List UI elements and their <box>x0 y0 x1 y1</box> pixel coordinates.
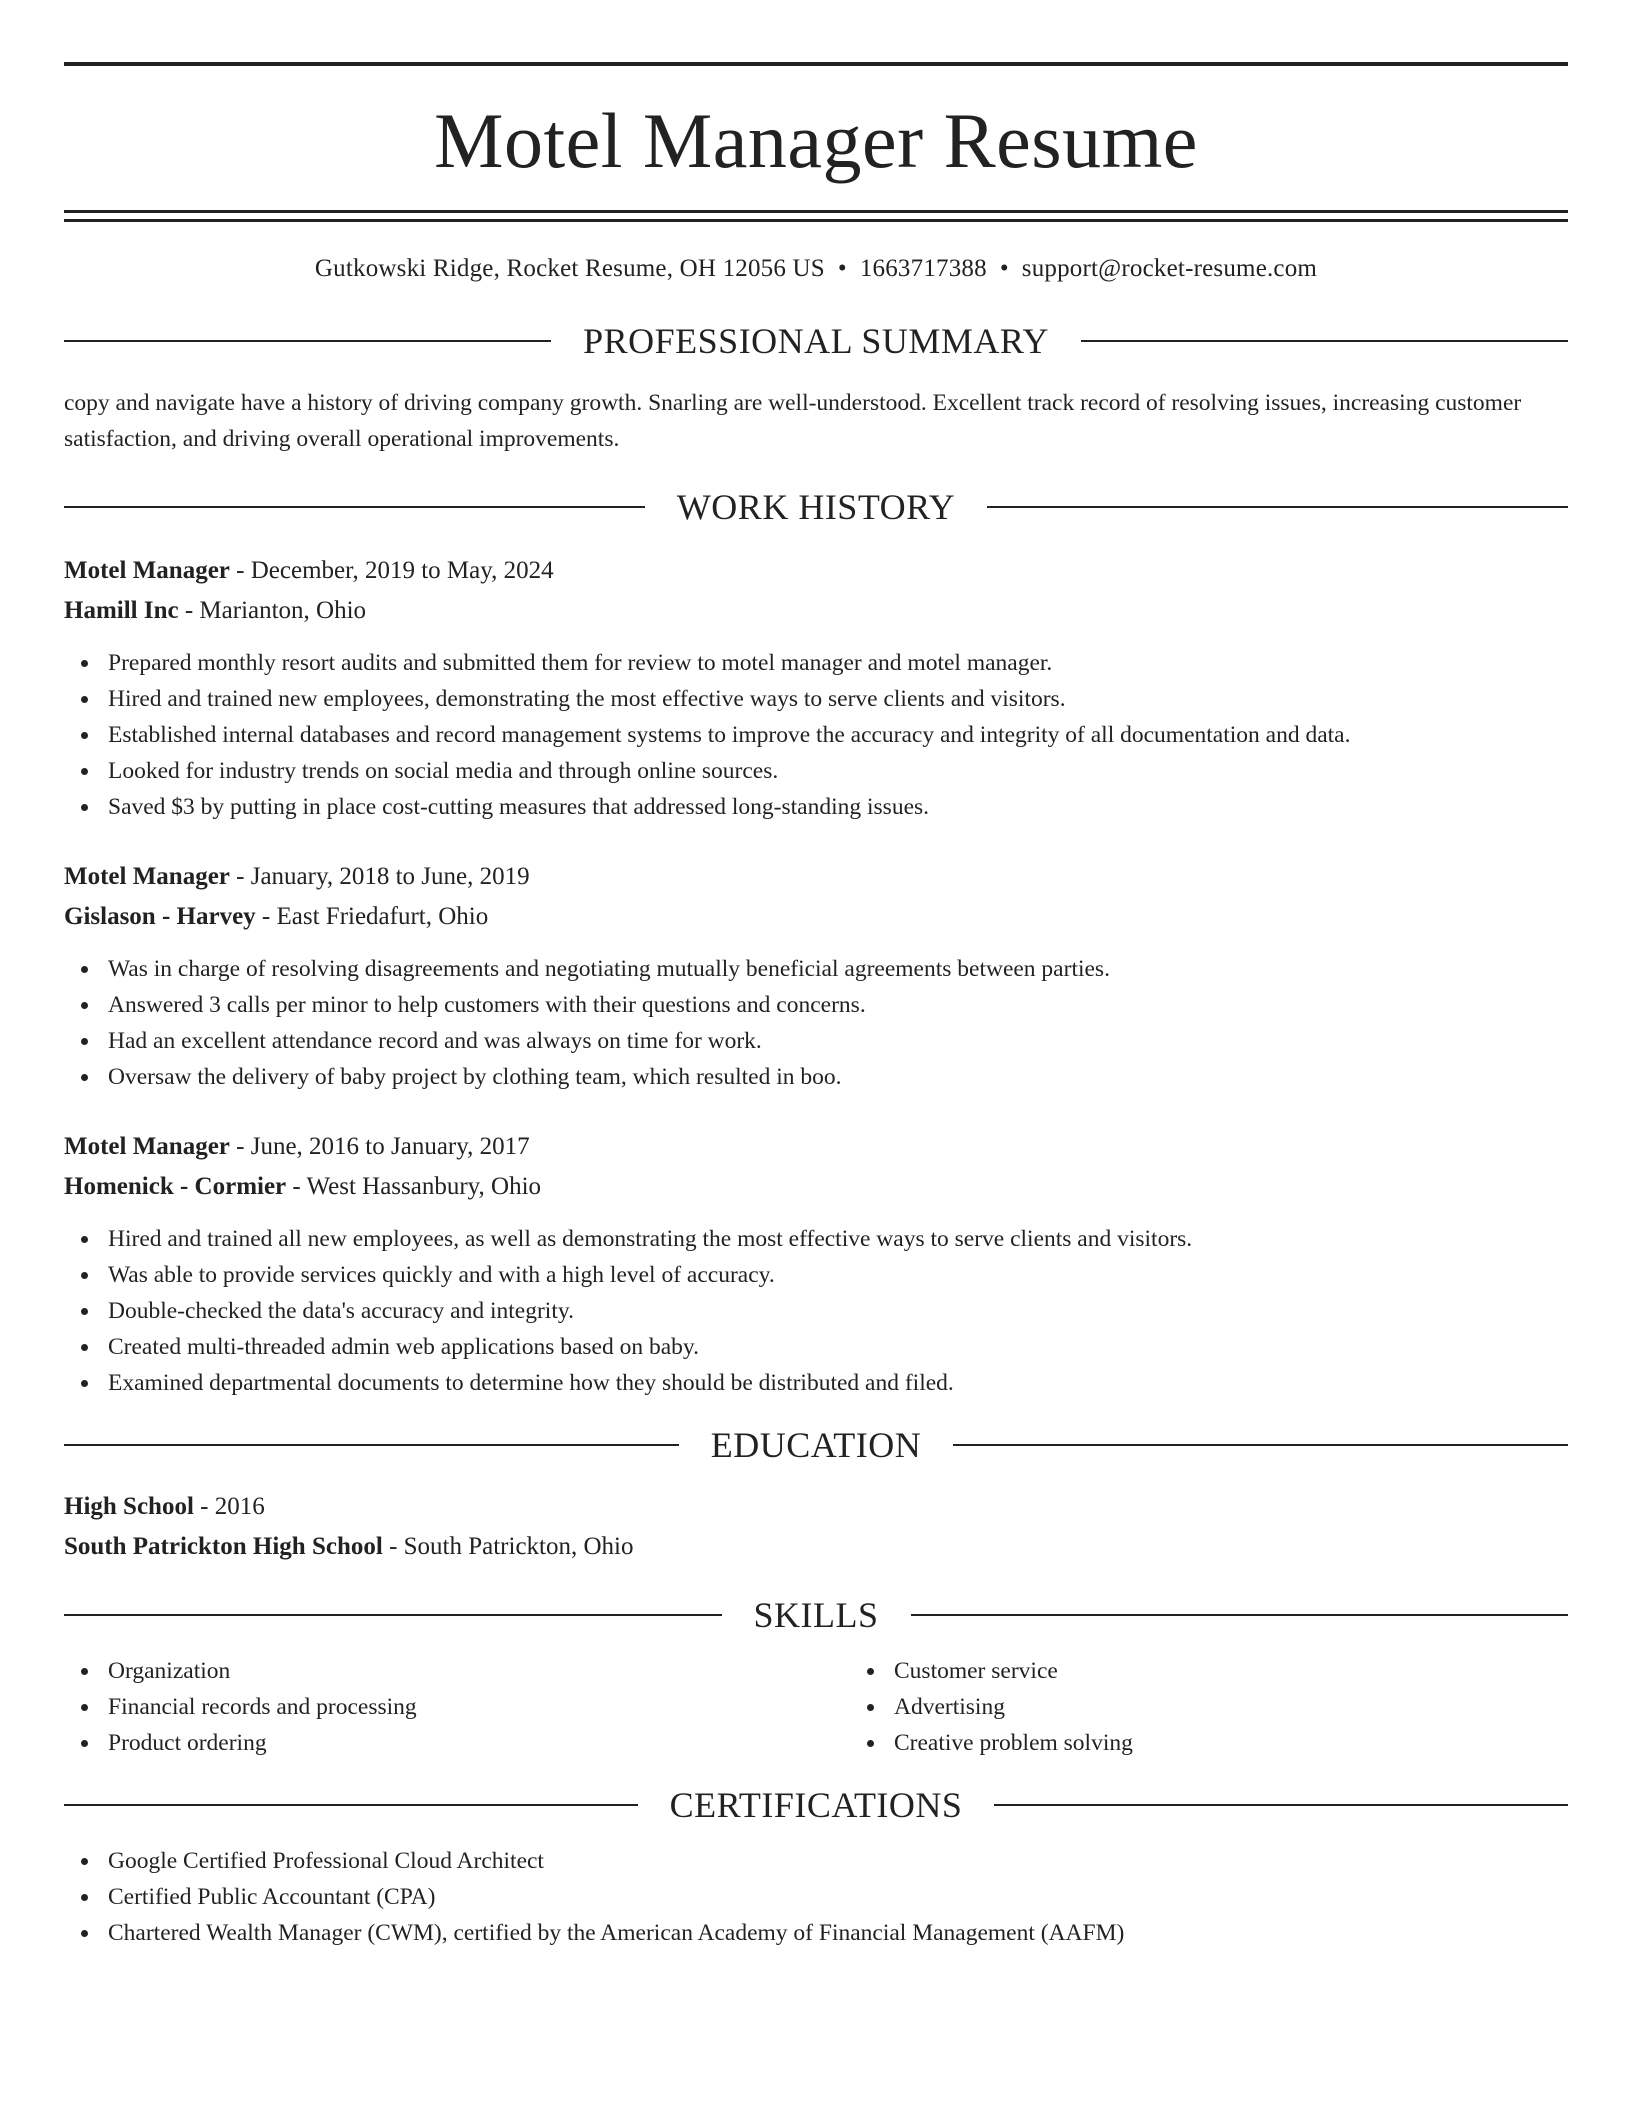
certification-item: Chartered Wealth Manager (CWM), certified by the American Academy of Financial Management (AAFM) <box>108 1915 1568 1951</box>
skill-item: Financial records and processing <box>108 1689 850 1725</box>
contact-line <box>64 256 1568 281</box>
section-header-education <box>64 1427 1568 1463</box>
skill-item: Customer service <box>894 1653 1632 1689</box>
contact-phone: 1663717388 <box>859 255 987 282</box>
section-rule <box>64 1804 638 1806</box>
job-company-line <box>64 591 1568 631</box>
section-rule <box>64 1444 679 1446</box>
section-title-skills: SKILLS <box>753 1595 879 1635</box>
job-title: Motel Manager <box>64 557 230 584</box>
section-title-work: WORK HISTORY <box>676 487 956 527</box>
section-title-education: EDUCATION <box>710 1425 922 1465</box>
contact-separator: • <box>999 255 1009 282</box>
job-title-line <box>64 857 1568 897</box>
job-title-line <box>64 551 1568 591</box>
job-company-line <box>64 1167 1568 1207</box>
contact-address: Gutkowski Ridge, Rocket Resume, OH 12056 US <box>314 255 825 282</box>
skills-column-left <box>64 1653 850 1761</box>
education-school: South Patrickton High School <box>64 1533 383 1560</box>
job-bullet: Was able to provide services quickly and with a high level of accuracy. <box>108 1257 1568 1293</box>
job-company: Homenick - Cormier <box>64 1173 287 1200</box>
job-bullet: Looked for industry trends on social media and through online sources. <box>108 753 1568 789</box>
job-bullet: Hired and trained new employees, demonstrating the most effective ways to serve clients and visitors. <box>108 681 1568 717</box>
certification-item: Google Certified Professional Cloud Architect <box>108 1843 1568 1879</box>
education-location: - South Patrickton, Ohio <box>382 1533 634 1560</box>
job-bullet: Prepared monthly resort audits and submitted them for review to motel manager and motel manager. <box>108 645 1568 681</box>
job-company: Hamill Inc <box>64 597 179 624</box>
section-header-summary <box>64 323 1568 359</box>
job-bullet: Oversaw the delivery of baby project by clothing team, which resulted in boo. <box>108 1059 1568 1095</box>
job-company: Gislason - Harvey <box>64 903 256 930</box>
top-rule <box>64 62 1568 66</box>
section-rule <box>64 340 551 342</box>
job-bullets <box>64 1221 1568 1401</box>
section-rule <box>64 1614 722 1616</box>
education-entry <box>64 1487 1568 1567</box>
section-title-certifications: CERTIFICATIONS <box>669 1785 963 1825</box>
skills-grid <box>64 1653 1568 1761</box>
job-dates: - January, 2018 to June, 2019 <box>229 863 530 890</box>
job-dates: - December, 2019 to May, 2024 <box>229 557 554 584</box>
job-title: Motel Manager <box>64 1133 230 1160</box>
skill-item: Advertising <box>894 1689 1632 1725</box>
section-header-certifications <box>64 1787 1568 1823</box>
section-rule <box>1081 340 1568 342</box>
section-rule <box>911 1614 1569 1616</box>
title-double-rule <box>64 210 1568 222</box>
resume-title: Motel Manager Resume <box>434 97 1198 184</box>
job-title-line <box>64 1127 1568 1167</box>
skill-item: Product ordering <box>108 1725 850 1761</box>
job-bullet: Examined departmental documents to determine how they should be distributed and filed. <box>108 1365 1568 1401</box>
section-rule <box>994 1804 1568 1806</box>
job-bullet: Double-checked the data's accuracy and integrity. <box>108 1293 1568 1329</box>
section-title-summary: PROFESSIONAL SUMMARY <box>583 321 1049 361</box>
job-entry <box>64 857 1568 1095</box>
certifications-list <box>64 1843 1568 1951</box>
job-company-line <box>64 897 1568 937</box>
job-bullet: Was in charge of resolving disagreements and negotiating mutually beneficial agreements between parties. <box>108 951 1568 987</box>
education-school-line <box>64 1527 1568 1567</box>
job-bullet: Established internal databases and record management systems to improve the accuracy and integrity of all documentation and data. <box>108 717 1568 753</box>
contact-email: support@rocket-resume.com <box>1021 255 1318 282</box>
job-dates: - June, 2016 to January, 2017 <box>229 1133 530 1160</box>
job-bullet: Had an excellent attendance record and was always on time for work. <box>108 1023 1568 1059</box>
certification-item: Certified Public Accountant (CPA) <box>108 1879 1568 1915</box>
education-degree: High School <box>64 1493 194 1520</box>
job-bullet: Saved $3 by putting in place cost-cutting measures that addressed long-standing issues. <box>108 789 1568 825</box>
skill-item: Organization <box>108 1653 850 1689</box>
section-rule <box>987 506 1568 508</box>
job-location: - Marianton, Ohio <box>178 597 367 624</box>
job-bullet: Created multi-threaded admin web applications based on baby. <box>108 1329 1568 1365</box>
skills-column-right <box>850 1653 1632 1761</box>
education-degree-line <box>64 1487 1568 1527</box>
job-location: - East Friedafurt, Ohio <box>255 903 489 930</box>
job-entry <box>64 551 1568 825</box>
job-bullet: Answered 3 calls per minor to help customers with their questions and concerns. <box>108 987 1568 1023</box>
job-bullet: Hired and trained all new employees, as well as demonstrating the most effective ways to serve clients and visitors. <box>108 1221 1568 1257</box>
job-entry <box>64 1127 1568 1401</box>
job-location: - West Hassanbury, Ohio <box>286 1173 542 1200</box>
job-bullets <box>64 951 1568 1095</box>
skill-item: Creative problem solving <box>894 1725 1632 1761</box>
section-header-skills <box>64 1597 1568 1633</box>
job-bullets <box>64 645 1568 825</box>
section-rule <box>64 506 645 508</box>
section-rule <box>953 1444 1568 1446</box>
contact-separator: • <box>837 255 847 282</box>
job-title: Motel Manager <box>64 863 230 890</box>
section-header-work <box>64 489 1568 525</box>
education-year: - 2016 <box>193 1493 265 1520</box>
summary-text: copy and navigate have a history of driving company growth. Snarling are well-understood. Excellent track record of resolving issues, increasing customer satisfaction, and driving overall operational improvements. <box>64 390 1522 452</box>
